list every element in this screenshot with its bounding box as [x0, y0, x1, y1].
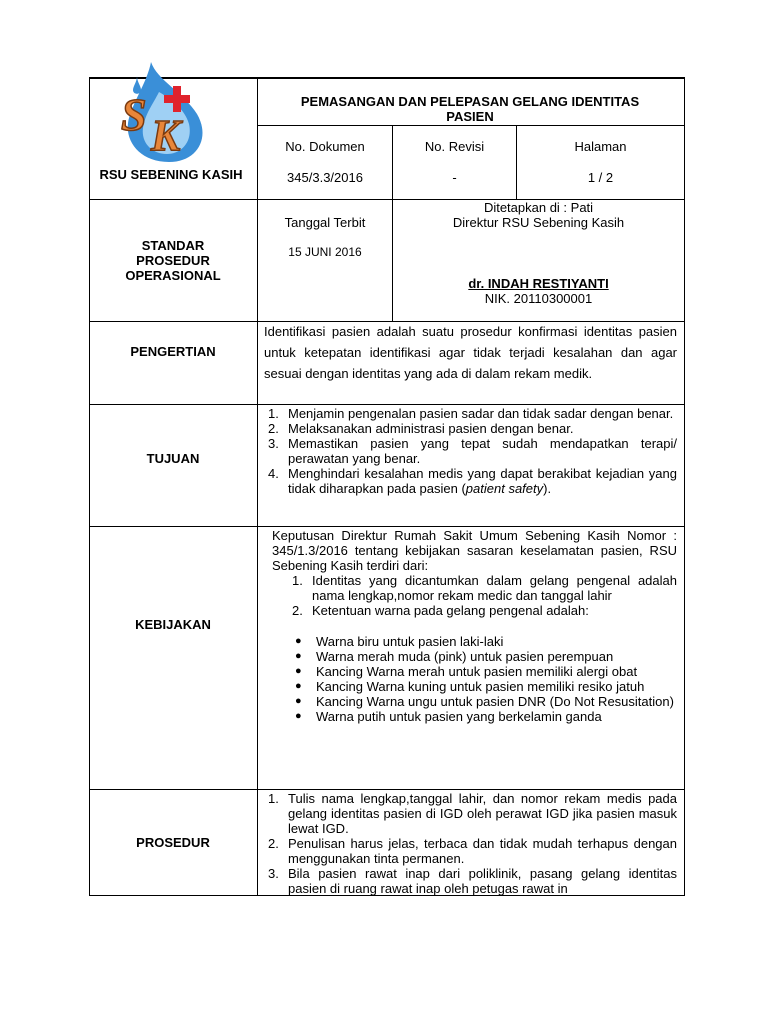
- page-value: 1 / 2: [587, 170, 614, 185]
- issue-date-value: 15 JUNI 2016: [288, 245, 362, 259]
- set-location: Ditetapkan di : Pati: [483, 200, 594, 215]
- row-divider: [89, 404, 685, 405]
- list-item: 1. Tulis nama lengkap,tanggal lahir, dan nomor rekam medis pada gelang identitas pasien di IGD oleh perawat IGD jika pasien masuk lewat IGD.: [268, 791, 677, 836]
- logo-text: S: [121, 89, 147, 140]
- list-item: 1. Identitas yang dicantumkan dalam gelang pengenal adalah nama lengkap,nomor rekam medic dan tanggal lahir: [292, 573, 677, 603]
- kebijakan-bullets: [291, 634, 677, 724]
- tujuan-list: [268, 406, 677, 496]
- list-item: ● Kancing Warna kuning untuk pasien memiliki resiko jatuh: [291, 679, 677, 694]
- bullet-icon: ●: [295, 650, 302, 662]
- column-divider: [257, 77, 258, 896]
- list-item: 1. Menjamin pengenalan pasien sadar dan tidak sadar dengan benar.: [268, 406, 674, 421]
- svg-text:K: K: [151, 111, 181, 160]
- kebijakan-intro: Keputusan Direktur Rumah Sakit Umum Sebening Kasih Nomor : 345/1.3/2016 tentang kebijakan sasaran keselamatan pasien, RSU Sebening Kasih terdiri dari:: [272, 528, 677, 573]
- list-item: ● Warna putih untuk pasien yang berkelamin ganda: [291, 709, 677, 724]
- pengertian-label: PENGERTIAN: [130, 344, 216, 359]
- document-title: PEMASANGAN DAN PELEPASAN GELANG IDENTITAS PASIEN: [300, 94, 640, 124]
- doc-number-value: 345/3.3/2016: [287, 170, 363, 185]
- bullet-icon: ●: [295, 680, 302, 692]
- list-item: 2. Ketentuan warna pada gelang pengenal adalah:: [292, 603, 589, 618]
- revision-label: No. Revisi: [424, 139, 485, 154]
- list-item: ● Kancing Warna ungu untuk pasien DNR (Do Not Resusitation): [291, 694, 677, 709]
- issue-date-label: Tanggal Terbit: [284, 215, 366, 230]
- row-divider: [89, 526, 685, 527]
- doc-number-label: No. Dokumen: [285, 139, 365, 154]
- revision-value: -: [452, 170, 457, 185]
- prosedur-label: PROSEDUR: [136, 835, 210, 850]
- list-item: ● Warna biru untuk pasien laki-laki: [291, 634, 677, 649]
- bullet-icon: ●: [295, 695, 302, 707]
- list-item: 4. Menghindari kesalahan medis yang dapat berakibat kejadian yang tidak diharapkan pada pasien (patient safety).: [268, 466, 677, 496]
- kebijakan-list: [292, 573, 677, 618]
- prosedur-list: [268, 791, 677, 896]
- list-item: 2. Melaksanakan administrasi pasien dengan benar.: [268, 421, 574, 436]
- logo-icon: [113, 62, 223, 162]
- bullet-icon: ●: [295, 635, 302, 647]
- hospital-logo: [113, 62, 223, 162]
- list-item: 3. Memastikan pasien yang tepat sudah mendapatkan terapi/ perawatan yang benar.: [268, 436, 677, 466]
- row-divider: [89, 789, 685, 790]
- title-divider: [257, 125, 685, 126]
- page-label: Halaman: [574, 139, 627, 154]
- table-right-border: [684, 77, 685, 896]
- list-item: ● Kancing Warna merah untuk pasien memiliki alergi obat: [291, 664, 677, 679]
- table-left-border: [89, 77, 90, 896]
- sop-label: STANDAR PROSEDUR OPERASIONAL: [125, 238, 221, 283]
- bullet-icon: ●: [295, 665, 302, 677]
- bullet-icon: ●: [295, 710, 302, 722]
- tujuan-label: TUJUAN: [146, 451, 200, 466]
- kebijakan-label: KEBIJAKAN: [135, 617, 211, 632]
- pengertian-text: Identifikasi pasien adalah suatu prosedur konfirmasi identitas pasien untuk ketepatan identifikasi agar tidak terjadi kesalahan dan agar sesuai dengan identitas yang ada di dalam rekam medik.: [264, 324, 677, 381]
- director-title: Direktur RSU Sebening Kasih: [452, 215, 625, 230]
- hospital-name: RSU SEBENING KASIH: [99, 167, 243, 182]
- column-divider: [516, 125, 517, 200]
- list-item: ● Warna merah muda (pink) untuk pasien perempuan: [291, 649, 677, 664]
- list-item: 3. Bila pasien rawat inap dari poliklinik, pasang gelang identitas pasien di ruang rawat inap oleh petugas rawat in: [268, 866, 677, 896]
- director-name: dr. INDAH RESTIYANTI: [468, 276, 609, 291]
- director-nik: NIK. 20110300001: [484, 291, 593, 306]
- list-item: 2. Penulisan harus jelas, terbaca dan tidak mudah terhapus dengan menggunakan tinta permanen.: [268, 836, 677, 866]
